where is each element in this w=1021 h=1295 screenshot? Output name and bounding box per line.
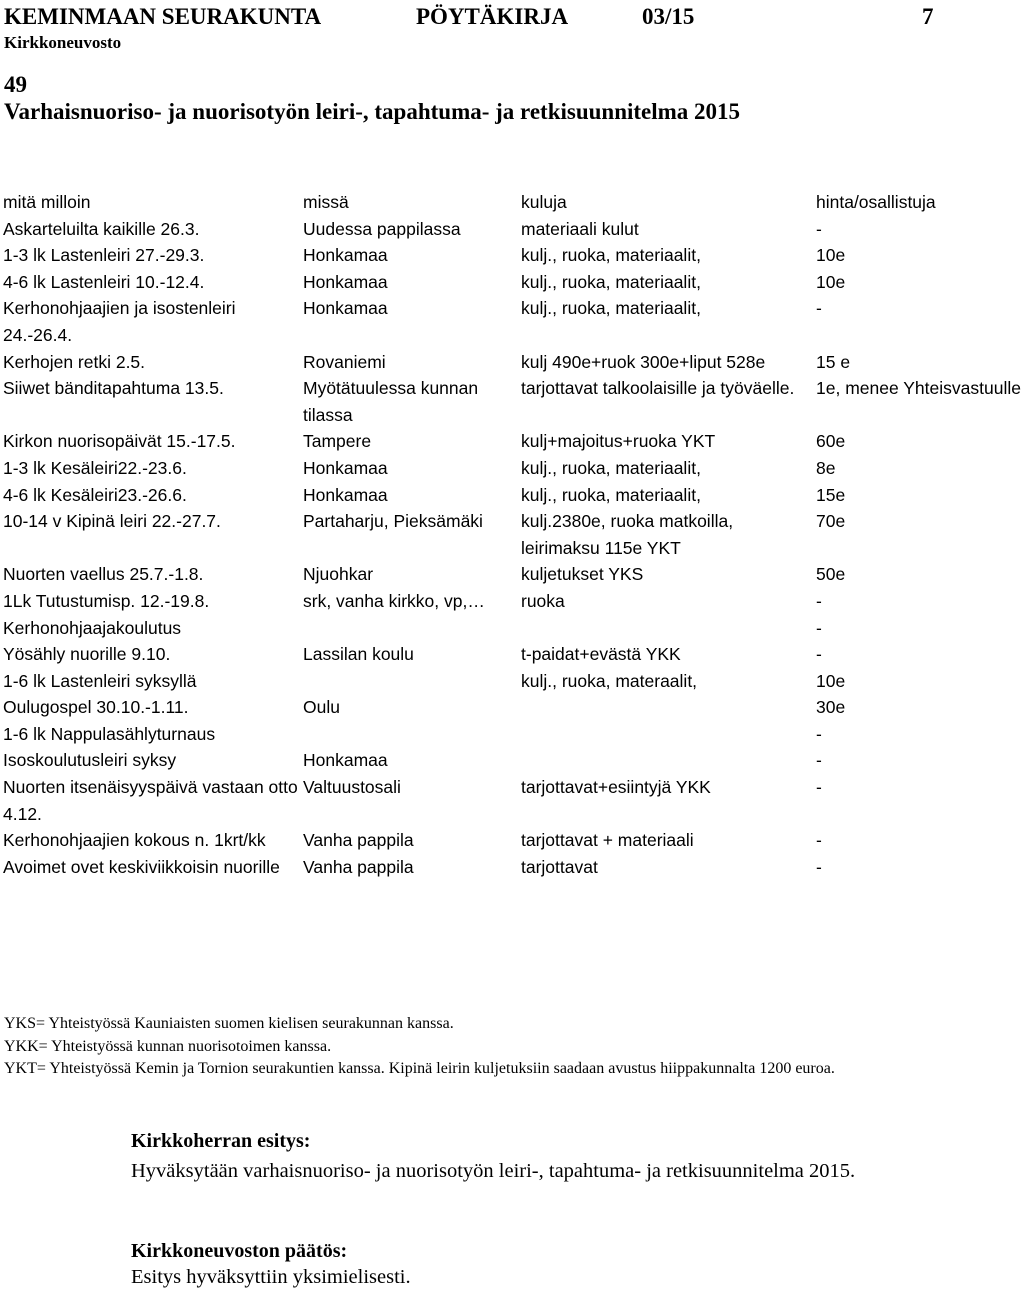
table-cell: -	[816, 617, 822, 638]
table-cell: 1-3 lk Kesäleiri22.-23.6.	[3, 457, 187, 478]
table-cell: -	[816, 856, 822, 877]
note-ykk: YKK= Yhteistyössä kunnan nuorisotoimen kanssa.	[4, 1037, 332, 1055]
proposal-heading: Kirkkoherran esitys:	[131, 1130, 311, 1152]
table-row	[3, 774, 958, 827]
table-cell: Avoimet ovet keskiviikkoisin nuorille	[3, 856, 280, 877]
table-cell: Yösähly nuorille 9.10.	[3, 644, 171, 665]
table-cell: 10e	[816, 271, 846, 292]
table-cell: 10e	[816, 670, 846, 691]
table-row	[3, 455, 958, 482]
table-cell: Myötätuulessa kunnan tilassa	[303, 378, 479, 425]
table-cell: Vanha pappila	[303, 830, 414, 851]
table-row	[3, 482, 958, 509]
table-cell: Lassilan koulu	[303, 644, 414, 665]
table-cell: Kirkon nuorisopäivät 15.-17.5.	[3, 431, 236, 452]
table-cell: Honkamaa	[303, 457, 388, 478]
table-cell: Uudessa pappilassa	[303, 218, 461, 239]
table-cell: kulj., ruoka, materiaalit,	[521, 245, 701, 266]
column-header: hinta/osallistuja	[816, 192, 936, 212]
table-row	[3, 721, 958, 748]
table-cell	[303, 615, 521, 642]
table-cell: -	[816, 644, 822, 665]
table-cell: Rovaniemi	[303, 351, 386, 372]
table-cell: 4-6 lk Kesäleiri23.-26.6.	[3, 484, 187, 505]
plan-table	[3, 189, 1021, 880]
table-cell: Askarteluilta kaikille 26.3.	[3, 218, 200, 239]
table-cell: 60e	[816, 431, 846, 452]
table-cell: kulj., ruoka, materiaalit,	[521, 271, 701, 292]
table-cell: Oulugospel 30.10.-1.11.	[3, 697, 189, 718]
table-cell: Nuorten vaellus 25.7.-1.8.	[3, 564, 204, 585]
table-cell: Partaharju, Pieksämäki	[303, 511, 483, 532]
table-cell: kulj., ruoka, materiaalit,	[521, 298, 701, 319]
decision-text: Esitys hyväksyttiin yksimielisesti.	[131, 1266, 411, 1288]
table-row	[3, 375, 1021, 428]
table-row	[3, 827, 958, 854]
table-cell: -	[816, 777, 822, 798]
table-cell: Isoskoulutusleiri syksy	[3, 750, 177, 771]
table-cell: 4-6 lk Lastenleiri 10.-12.4.	[3, 271, 205, 292]
table-row	[3, 747, 958, 774]
table-cell: Honkamaa	[303, 484, 388, 505]
table-row	[3, 561, 958, 588]
table-cell: 30e	[816, 697, 846, 718]
column-header: mitä milloin	[3, 192, 91, 212]
table-cell: -	[816, 750, 822, 771]
table-cell: 1e, menee Yhteisvastuulle	[816, 378, 1021, 399]
table-cell: tarjottavat talkoolaisille ja työväelle.	[521, 378, 795, 399]
table-row	[3, 428, 958, 455]
table-cell: 10-14 v Kipinä leiri 22.-27.7.	[3, 511, 221, 532]
table-cell: Siiwet bänditapahtuma 13.5.	[3, 378, 224, 399]
table-cell	[303, 721, 521, 748]
table-row	[3, 668, 958, 695]
header-line	[4, 4, 956, 32]
table-cell: -	[816, 723, 822, 744]
table-row	[3, 349, 958, 376]
table-cell: 50e	[816, 564, 846, 585]
table-cell: -	[816, 298, 822, 319]
section-title: Varhaisnuoriso- ja nuorisotyön leiri-, tapahtuma- ja retkisuunnitelma 2015	[4, 99, 741, 124]
table-cell: Honkamaa	[303, 298, 388, 319]
table-row	[3, 694, 958, 721]
decision-heading: Kirkkoneuvoston päätös:	[131, 1240, 348, 1262]
table-cell: ruoka	[521, 590, 565, 611]
page-number: 7	[922, 4, 934, 29]
table-row	[3, 641, 958, 668]
table-cell: srk, vanha kirkko, vp,…	[303, 590, 485, 611]
table-header-row	[3, 189, 958, 216]
table-cell: 10e	[816, 245, 846, 266]
table-cell: kulj.2380e, ruoka matkoilla, leirimaksu 115e YKT	[521, 511, 734, 558]
proposal-text: Hyväksytään varhaisnuoriso- ja nuorisotyön leiri-, tapahtuma- ja retkisuunnitelma 2015.	[131, 1160, 856, 1182]
table-cell	[521, 721, 816, 748]
org-name: KEMINMAAN SEURAKUNTA	[4, 4, 322, 29]
table-cell: Kerhojen retki 2.5.	[3, 351, 146, 372]
table-cell: Kerhonohjaajakoulutus	[3, 617, 182, 638]
table-cell: tarjottavat	[521, 856, 598, 877]
table-cell	[521, 747, 816, 774]
body-name: Kirkkoneuvosto	[4, 33, 122, 52]
table-row	[3, 588, 958, 615]
table-cell: 1-3 lk Lastenleiri 27.-29.3.	[3, 245, 205, 266]
table-cell: kulj+majoitus+ruoka YKT	[521, 431, 716, 452]
table-cell: kuljetukset YKS	[521, 564, 644, 585]
table-row	[3, 269, 958, 296]
doc-number: 03/15	[642, 4, 695, 29]
table-cell: 1-6 lk Nappulasählyturnaus	[3, 723, 216, 744]
table-row	[3, 615, 958, 642]
table-cell: Kerhonohjaajien kokous n. 1krt/kk	[3, 830, 266, 851]
table-cell: Honkamaa	[303, 245, 388, 266]
table-cell	[521, 615, 816, 642]
table-cell	[303, 668, 521, 695]
table-cell: 1-6 lk Lastenleiri syksyllä	[3, 670, 197, 691]
table-row	[3, 242, 958, 269]
section-number: 49	[4, 72, 27, 97]
table-cell: 15e	[816, 484, 846, 505]
table-cell: kulj., ruoka, materaalit,	[521, 670, 698, 691]
column-header: kuluja	[521, 192, 567, 212]
table-row	[3, 508, 958, 561]
table-cell: -	[816, 590, 822, 611]
table-cell: kulj 490e+ruok 300e+liput 528e	[521, 351, 766, 372]
abbreviation-notes	[4, 1013, 956, 1081]
table-cell: Valtuustosali	[303, 777, 401, 798]
table-cell: 70e	[816, 511, 846, 532]
table-cell: Kerhonohjaajien ja isostenleiri 24.-26.4.	[3, 298, 236, 345]
table-cell: 15 e	[816, 351, 851, 372]
table-cell: kulj., ruoka, materiaalit,	[521, 457, 701, 478]
table-cell: Oulu	[303, 697, 340, 718]
doc-type: PÖYTÄKIRJA	[416, 4, 569, 29]
column-header: missä	[303, 192, 349, 212]
table-cell: tarjottavat+esiintyjä YKK	[521, 777, 711, 798]
table-cell: Tampere	[303, 431, 372, 452]
table-cell: Honkamaa	[303, 750, 388, 771]
note-yks: YKS= Yhteistyössä Kauniaisten suomen kielisen seurakunnan kanssa.	[4, 1015, 454, 1032]
table-cell: -	[816, 218, 822, 239]
table-row	[3, 854, 958, 881]
table-cell: kulj., ruoka, materiaalit,	[521, 484, 701, 505]
table-cell: tarjottavat + materiaali	[521, 830, 694, 851]
table-body	[3, 216, 1021, 881]
table-cell: Nuorten itsenäisyyspäivä vastaan otto 4.12.	[3, 777, 298, 824]
table-row	[3, 295, 958, 348]
table-cell: 1Lk Tutustumisp. 12.-19.8.	[3, 590, 210, 611]
table-cell: 8e	[816, 457, 836, 478]
note-ykt: YKT= Yhteistyössä Kemin ja Tornion seurakuntien kanssa. Kipinä leirin kuljetuksiin saadaan avustus hiippakunnalta 1200 euroa.	[4, 1060, 835, 1077]
table-row	[3, 216, 958, 243]
table-cell: materiaali kulut	[521, 218, 639, 239]
table-cell: t-paidat+evästä YKK	[521, 644, 681, 665]
table-cell: Honkamaa	[303, 271, 388, 292]
table-cell: Njuohkar	[303, 564, 374, 585]
table-cell: -	[816, 830, 822, 851]
table-cell: Vanha pappila	[303, 856, 414, 877]
table-cell	[521, 694, 816, 721]
